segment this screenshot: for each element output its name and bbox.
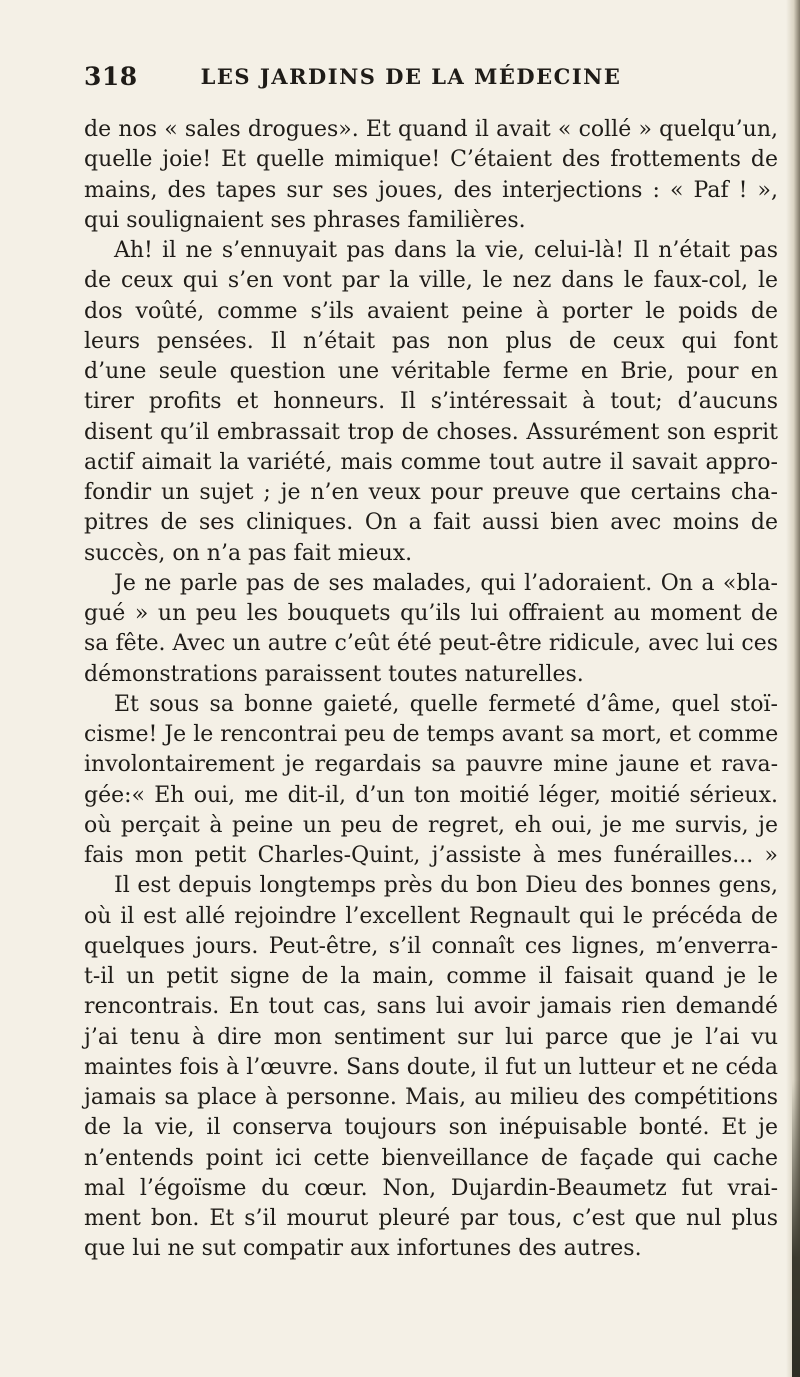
text-line: rencontrais. En tout cas, sans lui avoir jamais rien demandé xyxy=(84,994,778,1020)
running-title: LES JARDINS DE LA MÉDECINE xyxy=(200,64,622,89)
text-line: maintes fois à l’œuvre. Sans doute, il fut un lutteur et ne céda xyxy=(84,1054,778,1080)
page-header xyxy=(84,62,778,96)
text-line: mains, des tapes sur ses joues, des interjections : « Paf ! », xyxy=(84,177,778,203)
text-line: cisme! Je le rencontrai peu de temps avant sa mort, et comme xyxy=(84,722,779,747)
text-line: pitres de ses cliniques. On a fait aussi bien avec moins de xyxy=(84,510,778,536)
text-line: dos voûté, comme s’ils avaient peine à porter le poids de xyxy=(84,298,778,324)
text-line: démonstrations paraissent toutes naturelles. xyxy=(84,661,584,687)
text-line: de nos « sales drogues». Et quand il avait « collé » quelqu’un, xyxy=(84,117,778,142)
text-line: fais mon petit Charles-Quint, j’assiste à mes funérailles... » xyxy=(84,843,778,868)
binding-shadow xyxy=(792,1080,800,1377)
text-line: d’une seule question une véritable ferme en Brie, pour en xyxy=(84,359,778,384)
text-line: j’ai tenu à dire mon sentiment sur lui parce que je l’ai vu xyxy=(84,1024,778,1050)
text-line: mal l’égoïsme du cœur. Non, Dujardin-Beaumetz fut vrai- xyxy=(84,1175,778,1201)
page-number: 318 xyxy=(84,62,138,91)
text-line: gée:« Eh oui, me dit-il, d’un ton moitié léger, moitié sérieux. xyxy=(84,782,778,808)
text-line: sa fête. Avec un autre c’eût été peut-être ridicule, avec lui ces xyxy=(84,631,778,657)
text-line: où il est allé rejoindre l’excellent Regnault qui le précéda de xyxy=(84,903,778,929)
text-line: Je ne parle pas de ses malades, qui l’adoraient. On a «bla- xyxy=(114,570,778,596)
text-line: Il est depuis longtemps près du bon Dieu des bonnes gens, xyxy=(114,873,778,899)
text-line: où perçait à peine un peu de regret, eh oui, je me survis, je xyxy=(84,812,778,838)
text-line: quelle joie! Et quelle mimique! C’étaient des frottements de xyxy=(84,147,778,173)
text-line: qui soulignaient ses phrases familières. xyxy=(84,207,526,233)
text-line: Ah! il ne s’ennuyait pas dans la vie, celui-là! Il n’était pas xyxy=(114,238,778,263)
text-line: involontairement je regardais sa pauvre mine jaune et rava- xyxy=(84,752,778,778)
text-line: quelques jours. Peut-être, s’il connaît ces lignes, m’enverra- xyxy=(84,933,778,959)
body-text xyxy=(84,115,778,1265)
text-line: n’entends point ici cette bienveillance de façade qui cache xyxy=(84,1145,778,1171)
text-line: ment bon. Et s’il mourut pleuré par tous, c’est que nul plus xyxy=(84,1206,778,1231)
text-line: Et sous sa bonne gaieté, quelle fermeté d’âme, quel stoï- xyxy=(114,691,778,717)
text-line: t-il un petit signe de la main, comme il faisait quand je le xyxy=(84,964,778,989)
text-line: gué » un peu les bouquets qu’ils lui offraient au moment de xyxy=(84,601,778,626)
text-line: que lui ne sut compatir aux infortunes des autres. xyxy=(84,1236,642,1262)
text-line: fondir un sujet ; je n’en veux pour preuve que certains cha- xyxy=(84,480,778,505)
text-line: tirer profits et honneurs. Il s’intéressait à tout; d’aucuns xyxy=(84,389,778,415)
text-line: leurs pensées. Il n’était pas non plus de ceux qui font xyxy=(84,328,778,354)
text-line: succès, on n’a pas fait mieux. xyxy=(84,540,413,566)
text-line: de ceux qui s’en vont par la ville, le nez dans le faux-col, le xyxy=(84,268,778,294)
text-line: disent qu’il embrassait trop de choses. Assurément son esprit xyxy=(84,419,778,445)
text-line: actif aimait la variété, mais comme tout autre il savait appro- xyxy=(84,449,778,475)
text-line: jamais sa place à personne. Mais, au milieu des compétitions xyxy=(84,1085,778,1110)
text-line: de la vie, il conserva toujours son inépuisable bonté. Et je xyxy=(84,1115,778,1141)
